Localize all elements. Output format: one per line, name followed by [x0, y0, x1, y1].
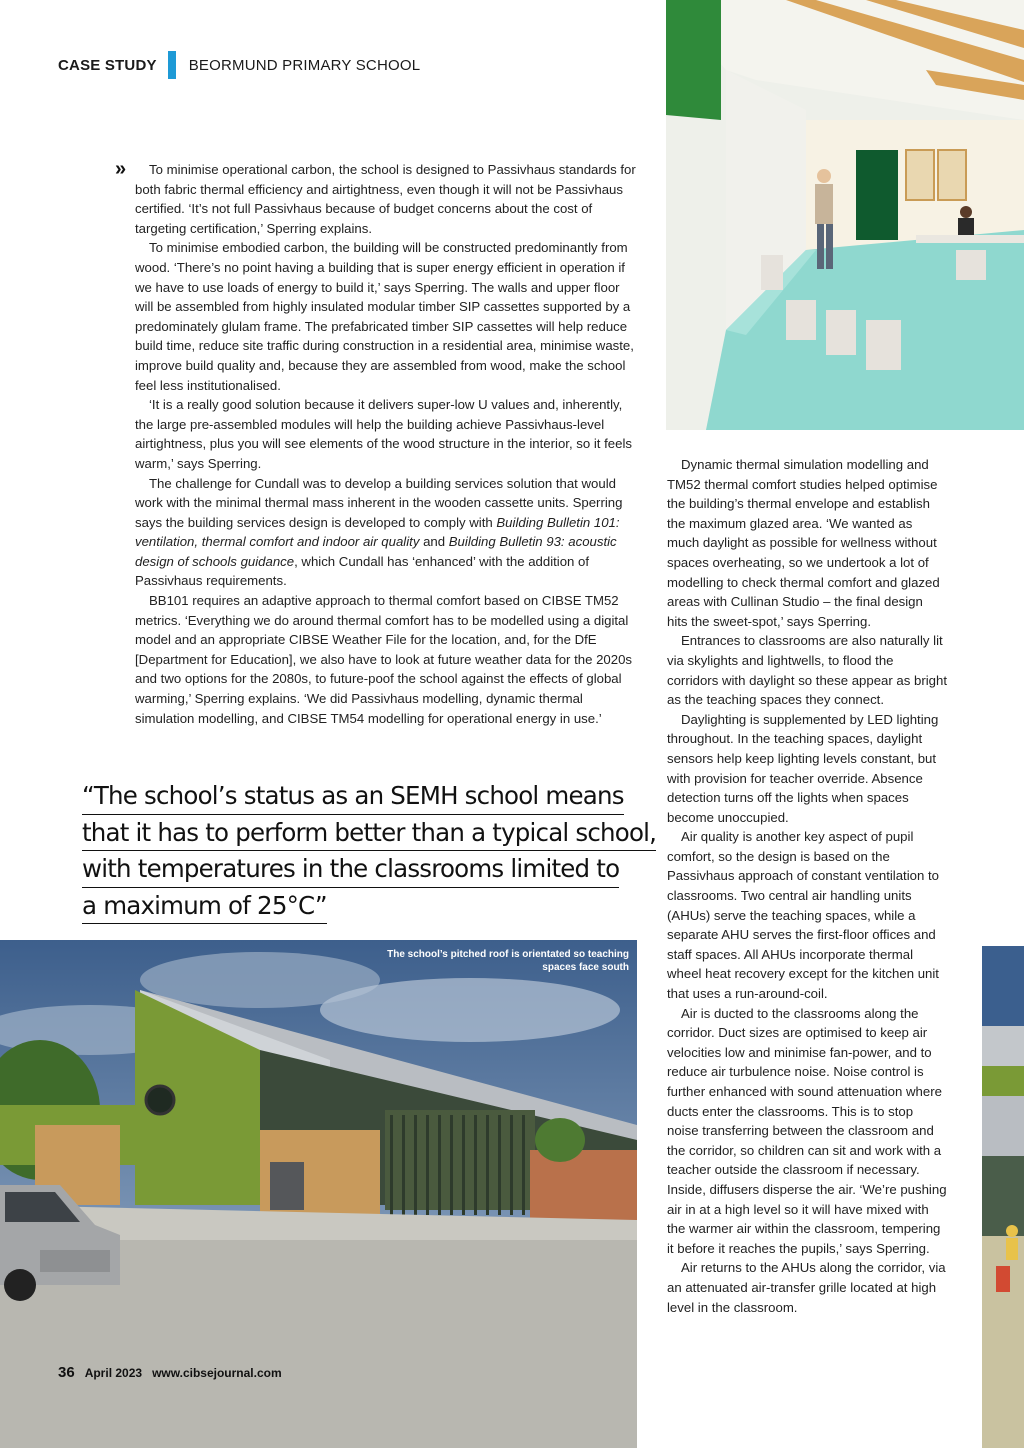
text-run: The challenge for Cundall was to develop a building services solution that would work with the minimal thermal mass inherent in the wooden cassette units. Sperring says the building services design is developed to comply with — [135, 475, 623, 530]
paragraph: Air is ducted to the classrooms along the corridor. Duct sizes are optimised to keep air velocities low and minimise fan-power, and to reduce air turbulence noise. Noise control is further enhanced with sound attenuation where ducts enter the classrooms. This is to stop noise transferring between the classroom and the corridor, so children can sit and work with a teacher outside the classroom if necessary. Inside, diffusers disperse the air. ‘We’re pushing air in at a high level so it will have mixed with the warmer air within the classroom, tempering it before it reaches the pupils,’ says Sperring. — [667, 1005, 947, 1256]
page-number: 36 — [58, 1364, 75, 1381]
image-caption: The school’s pitched roof is orientated so teaching spaces face south — [387, 949, 629, 973]
publication-title: Building Bulletin 93: acoustic design of schools guidance — [135, 534, 617, 569]
paragraph: BB101 requires an adaptive approach to thermal comfort based on CIBSE TM52 metrics. ‘Everything we do around thermal comfort has to be modelled using a digital model and an appropriate CIBSE Weather File for the location, and, for the DfE [Department for Education], we also have to look at future weather data for the 2020s and two options for the 2080s, to future-poof the school against the effects of global warming,’ Sperring explains. ‘We did Passivhaus modelling, dynamic thermal simulation modelling, and CIBSE TM54 modelling for operational energy in use.’ — [135, 593, 633, 726]
journal-url: www.cibsejournal.com — [152, 1366, 282, 1380]
publication-title: Building Bulletin 101: ventilation, thermal comfort and indoor air quality — [135, 514, 620, 550]
paragraph: To minimise operational carbon, the school is designed to Passivhaus standards for both fabric thermal efficiency and airtightness, even though it will not be Passivhaus certified. ‘It’s not full Passivhaus because of budget concerns about the cost of targeting certification,’ Sperring explains. — [135, 162, 636, 236]
text-run: , which Cundall has ‘enhanced’ with the addition of Passivhaus requirements. — [135, 553, 590, 589]
section-label: CASE STUDY — [58, 56, 157, 74]
paragraph: Entrances to classrooms are also naturally lit via skylights and lightwells, to flood the corridors with daylight so these appear as bright as the teaching spaces they connect. — [667, 633, 948, 708]
pull-quote-line: “The school’s status as an SEMH school means — [82, 778, 624, 815]
continuation-chevron-icon: » — [115, 158, 127, 180]
running-header — [58, 50, 420, 80]
pull-quote-line: with temperatures in the classrooms limited to — [82, 851, 619, 888]
pull-quote — [82, 778, 657, 924]
paragraph — [135, 474, 637, 592]
playground-render-image — [982, 946, 1024, 1448]
classroom-render-image — [666, 0, 1024, 430]
paragraph: Air returns to the AHUs along the corridor, via an attenuated air-transfer grille located at high level in the classroom. — [667, 1260, 946, 1315]
paragraph: ‘It is a really good solution because it delivers super-low U values and, inherently, the large pre-assembled modules will help the building achieve Passivhaus-level airtightness, plus you will see elements of the wood structure in the interior, so it feels warm,’ says Sperring. — [135, 397, 632, 471]
text-run: and — [419, 534, 449, 550]
paragraph: Daylighting is supplemented by LED lighting throughout. In the teaching spaces, daylight sensors help keep lighting levels constant, but with provision for teacher override. Absence detection turns off the lights when spaces become unoccupied. — [667, 711, 939, 825]
pull-quote-line: a maximum of 25°C” — [82, 888, 327, 925]
pull-quote-line: that it has to perform better than a typical school, — [82, 815, 656, 852]
paragraph: To minimise embodied carbon, the building will be constructed predominantly from wood. ‘There’s no point having a building that is super energy efficient in operation if we have to use loads of energy to build it,’ says Sperring. The walls and upper floor will be assembled from highly insulated modular timber SIP cassettes supported by a predominately glulam frame. The prefabricated timber SIP cassettes will help reduce build time, reduce site traffic during construction in a residential area, minimise waste, improve build quality and, because they are assembled from wood, make the school feel less institutionalised. — [135, 240, 634, 393]
page-footer — [58, 1364, 282, 1381]
issue-date: April 2023 — [84, 1366, 143, 1380]
right-column-text — [667, 455, 947, 1317]
article-title: BEORMUND PRIMARY SCHOOL — [188, 56, 421, 74]
left-column-text — [135, 160, 637, 728]
paragraph: Dynamic thermal simulation modelling and TM52 thermal comfort studies helped optimise the building’s thermal envelope and establish the maximum glazed area. ‘We wanted as much daylight as possible for wellness without spaces overheating, so we undertook a lot of modelling to check thermal comfort and glazed areas with Cullinan Studio – the final design hits the sweet-spot,’ says Sperring. — [667, 457, 940, 629]
header-accent-bar — [168, 51, 176, 79]
paragraph: Air quality is another key aspect of pupil comfort, so the design is based on the Passivhaus approach of constant ventilation to classrooms. Two central air handling units (AHUs) serve the teaching spaces, while a separate AHU serves the first-floor offices and staff spaces. All AHUs incorporate thermal wheel heat recovery except for the kitchen unit that uses a run-around-coil. — [667, 829, 939, 1002]
